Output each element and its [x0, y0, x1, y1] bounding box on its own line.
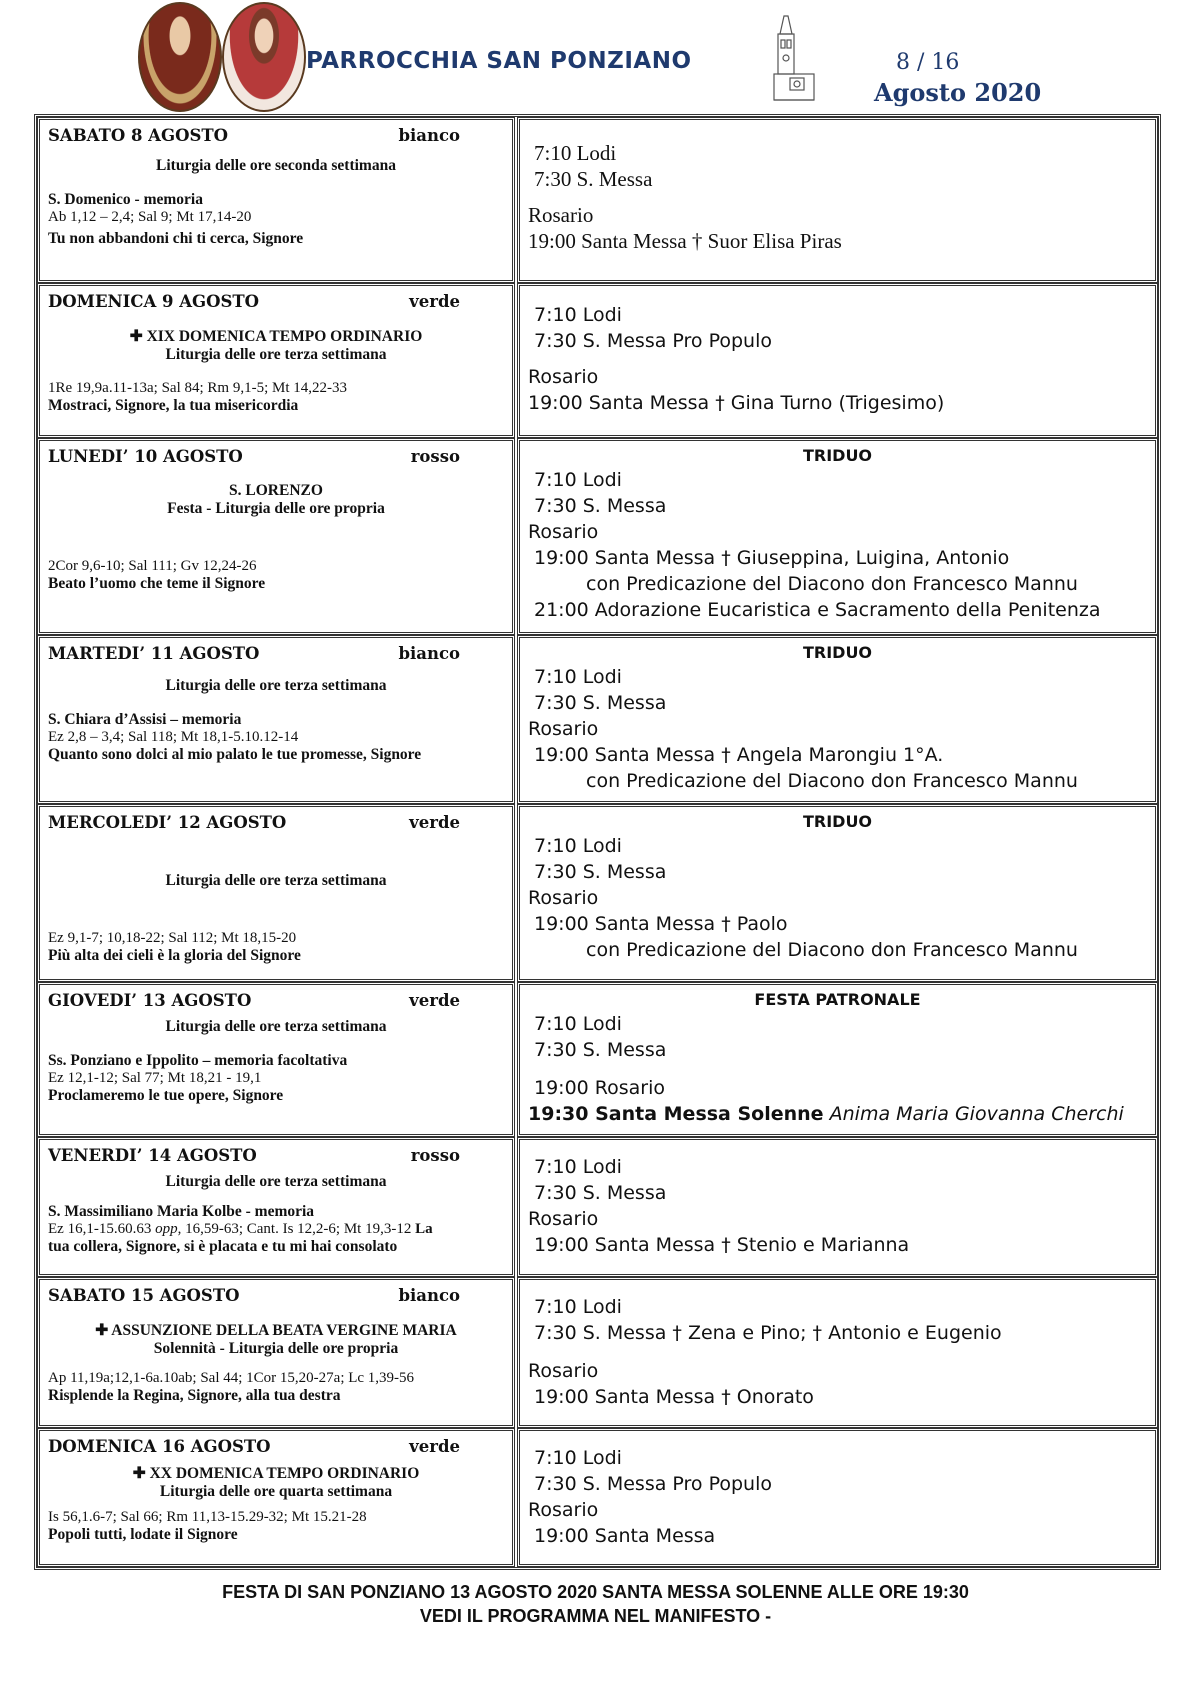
- schedule-item: 19:00 Santa Messa † Giuseppina, Luigina, Antonio: [534, 547, 1010, 569]
- section-title: TRIDUO: [802, 812, 873, 831]
- schedule-item: 19:00 Santa Messa † Angela Marongiu 1°A.: [534, 744, 944, 766]
- liturgy-week: Liturgia delle ore terza settimana: [165, 1173, 387, 1190]
- feast-title: ✚ XIX DOMENICA TEMPO ORDINARIO: [129, 328, 423, 345]
- footer-note: VEDI IL PROGRAMMA NEL MANIFESTO -: [419, 1606, 772, 1626]
- memoria: Ss. Ponziano e Ippolito – memoria facoltativa: [48, 1052, 348, 1069]
- schedule-item: Rosario: [528, 887, 599, 909]
- memoria: S. Chiara d’Assisi – memoria: [48, 711, 242, 728]
- schedule-item: 7:30 S. Messa † Zena e Pino; † Antonio e Eugenio: [534, 1322, 1002, 1344]
- liturgical-color: verde: [409, 292, 460, 311]
- schedule-item: 7:10 Lodi: [534, 141, 617, 165]
- saint-female-logo-icon: [222, 2, 306, 112]
- schedule-item: 19:00 Santa Messa † Paolo: [534, 913, 788, 935]
- schedule-cell: [517, 1137, 1158, 1277]
- feast-title: S. LORENZO: [229, 482, 323, 499]
- liturgy-cell: [37, 982, 515, 1137]
- schedule-item: 7:10 Lodi: [534, 666, 622, 688]
- psalm-response: tua collera, Signore, si è placata e tu mi hai consolato: [48, 1238, 398, 1255]
- liturgy-week: Liturgia delle ore terza settimana: [165, 1018, 387, 1035]
- liturgy-cell: [37, 283, 515, 438]
- liturgy-cell: [37, 1277, 515, 1428]
- day-label: GIOVEDI’ 13 AGOSTO: [48, 991, 252, 1010]
- day-row: [37, 982, 1158, 1137]
- memoria: S. Massimiliano Maria Kolbe - memoria: [48, 1203, 315, 1220]
- schedule-item: 19:00 Santa Messa † Suor Elisa Piras: [528, 229, 842, 253]
- readings: Ap 11,19a;12,1-6a.10ab; Sal 44; 1Cor 15,20-27a; Lc 1,39-56: [48, 1370, 415, 1386]
- liturgy-cell: [37, 1137, 515, 1277]
- day-label: MARTEDI’ 11 AGOSTO: [48, 644, 260, 663]
- schedule-item: 7:10 Lodi: [534, 1156, 622, 1178]
- schedule-item: Rosario: [528, 366, 599, 388]
- day-label: DOMENICA 9 AGOSTO: [48, 292, 260, 311]
- liturgy-week: Liturgia delle ore seconda settimana: [156, 157, 396, 174]
- schedule-item: 19:00 Santa Messa † Onorato: [534, 1386, 814, 1408]
- readings: Ab 1,12 – 2,4; Sal 9; Mt 17,14-20: [48, 209, 252, 225]
- schedule-item: 7:30 S. Messa Pro Populo: [534, 330, 773, 352]
- schedule-item: con Predicazione del Diacono don Francesco Mannu: [586, 770, 1078, 792]
- psalm-response: Mostraci, Signore, la tua misericordia: [48, 397, 299, 414]
- day-label: LUNEDI’ 10 AGOSTO: [48, 447, 243, 466]
- schedule-item: con Predicazione del Diacono don Francesco Mannu: [586, 573, 1078, 595]
- schedule-item: 19:00 Santa Messa † Gina Turno (Trigesimo): [528, 392, 945, 414]
- section-title: TRIDUO: [802, 643, 873, 662]
- schedule-item: 21:00 Adorazione Eucaristica e Sacramento della Penitenza: [534, 599, 1101, 621]
- day-label: MERCOLEDI’ 12 AGOSTO: [48, 813, 287, 832]
- liturgical-color: bianco: [398, 1286, 460, 1305]
- day-row: [37, 117, 1158, 283]
- schedule-cell: [517, 635, 1158, 804]
- psalm-response: Proclameremo le tue opere, Signore: [48, 1087, 284, 1104]
- day-label: SABATO 15 AGOSTO: [48, 1286, 240, 1305]
- footer-announcement: FESTA DI SAN PONZIANO 13 AGOSTO 2020 SANTA MESSA SOLENNE ALLE ORE 19:30: [222, 1582, 969, 1602]
- parish-title: PARROCCHIA SAN PONZIANO: [306, 48, 692, 74]
- readings: Ez 12,1-12; Sal 77; Mt 18,21 - 19,1: [48, 1070, 262, 1086]
- schedule-item: Rosario: [528, 1360, 599, 1382]
- liturgical-color: verde: [409, 991, 460, 1010]
- schedule-item: con Predicazione del Diacono don Francesco Mannu: [586, 939, 1078, 961]
- schedule-item: 7:10 Lodi: [534, 1296, 622, 1318]
- schedule-item: 7:30 S. Messa: [534, 861, 667, 883]
- schedule-cell: [517, 283, 1158, 438]
- schedule-cell: [517, 982, 1158, 1137]
- liturgical-color: verde: [409, 1437, 460, 1456]
- day-label: SABATO 8 AGOSTO: [48, 126, 229, 145]
- liturgical-color: bianco: [398, 126, 460, 145]
- psalm-response: Più alta dei cieli è la gloria del Signore: [48, 947, 301, 964]
- day-row: [37, 804, 1158, 982]
- section-title: TRIDUO: [802, 446, 873, 465]
- bell-tower-icon: [760, 14, 820, 102]
- solemn-mass-label: 19:30 Santa Messa Solenne: [528, 1103, 824, 1125]
- liturgy-week: Liturgia delle ore quarta settimana: [159, 1483, 393, 1500]
- liturgy-cell: [37, 117, 515, 283]
- schedule-item: 7:30 S. Messa: [534, 1039, 667, 1061]
- readings: 2Cor 9,6-10; Sal 111; Gv 12,24-26: [48, 558, 257, 574]
- liturgical-color: bianco: [398, 644, 460, 663]
- liturgy-week: Festa - Liturgia delle ore propria: [167, 500, 385, 517]
- schedule-item: 7:30 S. Messa Pro Populo: [534, 1473, 773, 1495]
- liturgy-week: Liturgia delle ore terza settimana: [165, 872, 387, 889]
- liturgy-week: Solennità - Liturgia delle ore propria: [153, 1340, 399, 1357]
- liturgical-color: rosso: [410, 1146, 460, 1165]
- memoria: S. Domenico - memoria: [48, 191, 203, 208]
- schedule-item: 7:10 Lodi: [534, 1447, 622, 1469]
- liturgical-color: rosso: [410, 447, 460, 466]
- liturgy-cell: [37, 635, 515, 804]
- section-title: FESTA PATRONALE: [754, 990, 921, 1009]
- day-row: [37, 1137, 1158, 1277]
- solemn-mass-intention: Anima Maria Giovanna Cherchi: [829, 1103, 1124, 1125]
- schedule-item: Rosario: [528, 521, 599, 543]
- schedule-cell: [517, 1428, 1158, 1567]
- feast-title: ✚ XX DOMENICA TEMPO ORDINARIO: [132, 1465, 420, 1482]
- readings: Ez 16,1-15.60.63 opp, 16,59-63; Cant. Is 12,2-6; Mt 19,3-12 La: [48, 1221, 433, 1237]
- schedule-item: Rosario: [528, 203, 594, 227]
- day-row: [37, 438, 1158, 635]
- psalm-response: Risplende la Regina, Signore, alla tua destra: [48, 1387, 341, 1404]
- schedule-item: 7:30 S. Messa: [534, 495, 667, 517]
- schedule-item-solemn: [528, 1101, 1147, 1127]
- readings: 1Re 19,9a.11-13a; Sal 84; Rm 9,1-5; Mt 14,22-33: [48, 380, 348, 396]
- day-label: DOMENICA 16 AGOSTO: [48, 1437, 271, 1456]
- schedule-item: 7:30 S. Messa: [534, 692, 667, 714]
- schedule-item: 7:10 Lodi: [534, 1013, 622, 1035]
- schedule-item: 19:00 Santa Messa: [534, 1525, 716, 1547]
- day-row: [37, 283, 1158, 438]
- liturgy-week: Liturgia delle ore terza settimana: [165, 677, 387, 694]
- psalm-response: Tu non abbandoni chi ti cerca, Signore: [48, 230, 304, 247]
- liturgy-cell: [37, 1428, 515, 1567]
- liturgical-color: verde: [409, 813, 460, 832]
- readings: Is 56,1.6-7; Sal 66; Rm 11,13-15.29-32; Mt 15.21-28: [48, 1509, 367, 1525]
- day-row: [37, 1428, 1158, 1567]
- liturgy-cell: [37, 804, 515, 982]
- liturgy-week: Liturgia delle ore terza settimana: [165, 346, 387, 363]
- psalm-response: Popoli tutti, lodate il Signore: [48, 1526, 238, 1543]
- schedule-cell: [517, 438, 1158, 635]
- feast-title: ✚ ASSUNZIONE DELLA BEATA VERGINE MARIA: [95, 1322, 457, 1339]
- readings: Ez 9,1-7; 10,18-22; Sal 112; Mt 18,15-20: [48, 930, 297, 946]
- page-header: [0, 0, 1191, 114]
- schedule-cell: [517, 1277, 1158, 1428]
- saint-ponziano-logo-icon: [138, 2, 222, 112]
- readings: Ez 2,8 – 3,4; Sal 118; Mt 18,1-5.10.12-14: [48, 729, 299, 745]
- weekly-schedule-table: [34, 114, 1161, 1570]
- schedule-item: 7:10 Lodi: [534, 469, 622, 491]
- day-label: VENERDI’ 14 AGOSTO: [48, 1146, 257, 1165]
- page-range: 8 / 16: [896, 50, 960, 75]
- psalm-response: Beato l’uomo che teme il Signore: [48, 575, 266, 592]
- schedule-item: Rosario: [528, 1208, 599, 1230]
- day-row: [37, 1277, 1158, 1428]
- schedule-item: 19:00 Santa Messa † Stenio e Marianna: [534, 1234, 910, 1256]
- schedule-item: 7:10 Lodi: [534, 835, 622, 857]
- day-row: [37, 635, 1158, 804]
- schedule-item: 7:10 Lodi: [534, 304, 622, 326]
- liturgy-cell: [37, 438, 515, 635]
- schedule-item: Rosario: [528, 1499, 599, 1521]
- schedule-cell: [517, 804, 1158, 982]
- schedule-item: 7:30 S. Messa: [534, 1182, 667, 1204]
- schedule-item: 7:30 S. Messa: [534, 167, 653, 191]
- month-label: Agosto 2020: [874, 78, 1042, 107]
- schedule-cell: [517, 117, 1158, 283]
- schedule-item: 19:00 Rosario: [534, 1077, 666, 1099]
- schedule-item: Rosario: [528, 718, 599, 740]
- psalm-response: Quanto sono dolci al mio palato le tue promesse, Signore: [48, 746, 422, 763]
